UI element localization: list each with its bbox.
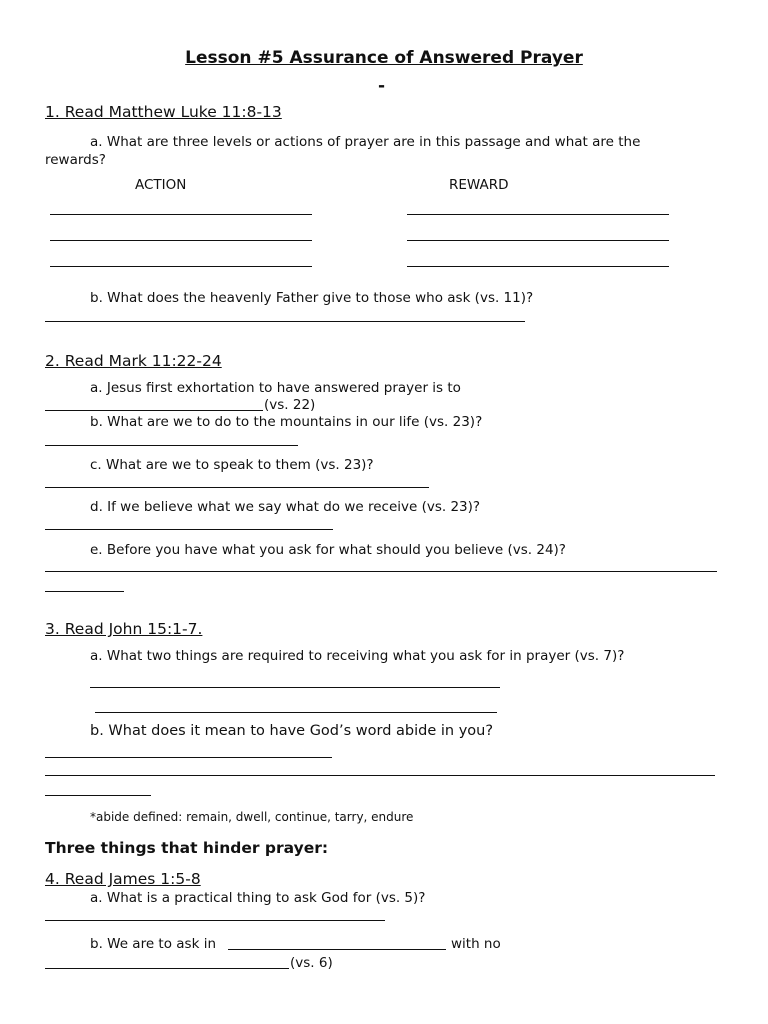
section3-answer-line-b2[interactable] bbox=[45, 775, 715, 776]
title-dash: - bbox=[378, 76, 386, 96]
section4-question-b-part1: b. We are to ask in bbox=[90, 936, 216, 952]
section3-answer-line-b3[interactable] bbox=[45, 795, 151, 796]
section1-question-b: b. What does the heavenly Father give to those who ask (vs. 11)? bbox=[90, 290, 534, 306]
section2-answer-line-c[interactable] bbox=[45, 487, 429, 488]
action-answer-line-2[interactable] bbox=[50, 240, 312, 241]
action-answer-line-3[interactable] bbox=[50, 266, 312, 267]
reward-answer-line-2[interactable] bbox=[407, 240, 669, 241]
section2-question-a-ref: (vs. 22) bbox=[264, 397, 316, 413]
section4-question-b-part2: with no bbox=[451, 936, 501, 952]
section4-question-b-ref: (vs. 6) bbox=[290, 955, 333, 971]
section2-question-c: c. What are we to speak to them (vs. 23)? bbox=[90, 457, 374, 473]
section2-question-b: b. What are we to do to the mountains in our life (vs. 23)? bbox=[90, 414, 483, 430]
section4-answer-line-b2[interactable] bbox=[45, 968, 289, 969]
section2-answer-line-d[interactable] bbox=[45, 529, 333, 530]
section4-heading: 4. Read James 1:5-8 bbox=[45, 870, 201, 888]
section2-question-e: e. Before you have what you ask for what should you believe (vs. 24)? bbox=[90, 542, 566, 558]
section2-answer-line-e2[interactable] bbox=[45, 591, 124, 592]
section3-answer-line-b1[interactable] bbox=[45, 757, 332, 758]
reward-answer-line-1[interactable] bbox=[407, 214, 669, 215]
section2-answer-line-e1[interactable] bbox=[45, 571, 717, 572]
section3-heading: 3. Read John 15:1-7. bbox=[45, 620, 203, 638]
section2-answer-line-b[interactable] bbox=[45, 445, 298, 446]
section2-heading: 2. Read Mark 11:22-24 bbox=[45, 352, 222, 370]
section1-heading: 1. Read Matthew Luke 11:8-13 bbox=[45, 103, 282, 121]
section2-question-d: d. If we believe what we say what do we receive (vs. 23)? bbox=[90, 499, 481, 515]
action-column-header: ACTION bbox=[135, 177, 187, 193]
section3-question-a: a. What two things are required to receiving what you ask for in prayer (vs. 7)? bbox=[90, 648, 625, 664]
section3-question-b: b. What does it mean to have God’s word abide in you? bbox=[90, 723, 494, 739]
section2-answer-line-a[interactable] bbox=[45, 410, 263, 411]
section2-question-a: a. Jesus first exhortation to have answered prayer is to bbox=[90, 380, 461, 396]
section3-answer-line-a2[interactable] bbox=[95, 712, 497, 713]
hinder-prayer-heading: Three things that hinder prayer: bbox=[45, 839, 329, 857]
page-title: Lesson #5 Assurance of Answered Prayer bbox=[185, 48, 583, 68]
action-answer-line-1[interactable] bbox=[50, 214, 312, 215]
section4-answer-line-a[interactable] bbox=[45, 920, 385, 921]
section1-question-a: a. What are three levels or actions of prayer are in this passage and what are the bbox=[90, 134, 641, 150]
section1-answer-line-b[interactable] bbox=[45, 321, 525, 322]
abide-definition-note: *abide defined: remain, dwell, continue, tarry, endure bbox=[90, 810, 414, 824]
section1-question-a-cont: rewards? bbox=[45, 152, 106, 168]
reward-answer-line-3[interactable] bbox=[407, 266, 669, 267]
section4-question-a: a. What is a practical thing to ask God for (vs. 5)? bbox=[90, 890, 426, 906]
section4-answer-line-b1[interactable] bbox=[228, 949, 446, 950]
section3-answer-line-a1[interactable] bbox=[90, 687, 500, 688]
reward-column-header: REWARD bbox=[449, 177, 509, 193]
